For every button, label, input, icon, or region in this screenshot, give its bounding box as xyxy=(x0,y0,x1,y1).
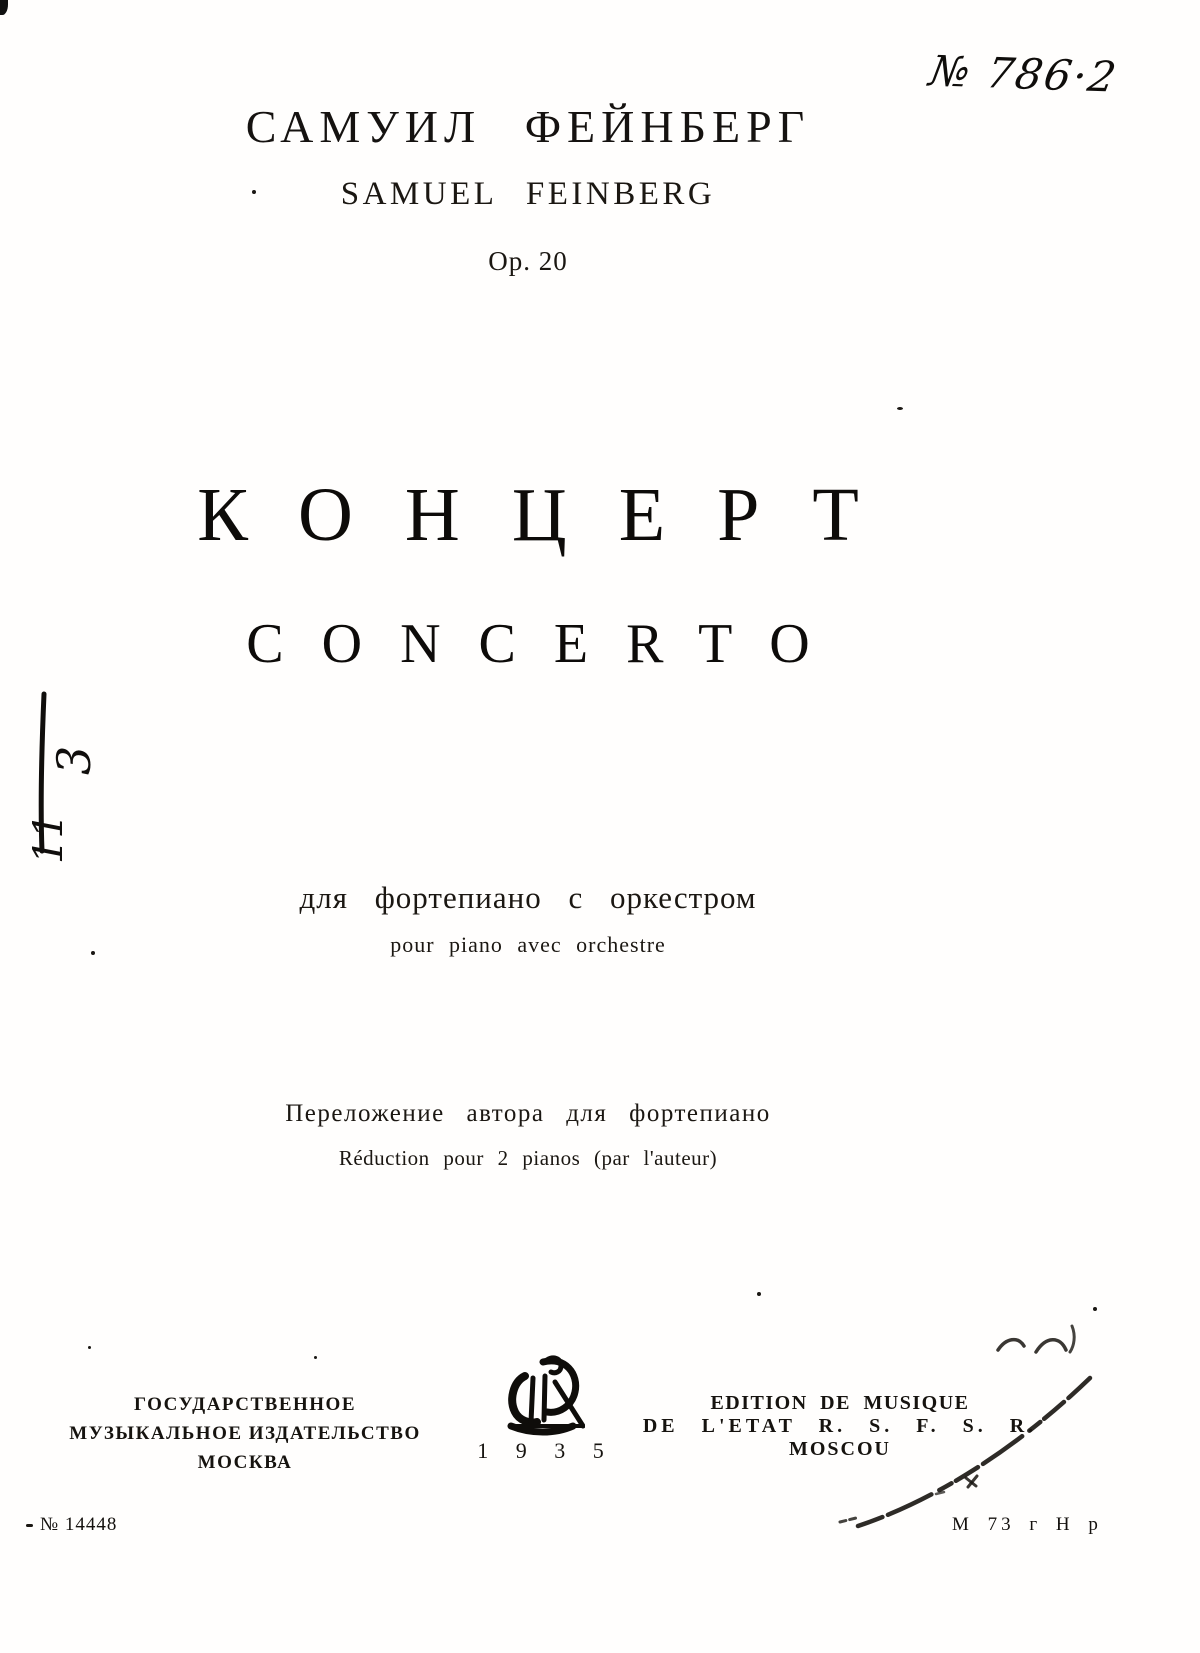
publisher-line: МОСКВА xyxy=(197,1452,293,1473)
margin-shelf-mark xyxy=(26,694,101,864)
publisher-line: ГОСУДАРСТВЕННОЕ xyxy=(134,1394,356,1415)
margin-note-top: 3 xyxy=(47,745,101,775)
publisher-imprint-russian xyxy=(55,1390,435,1477)
publisher-line: DE L'ETAT R. S. F. S. R. xyxy=(642,1415,1038,1437)
composer-name-cyrillic: САМУИЛ ФЕЙНБЕРГ xyxy=(245,101,811,152)
ink-speck xyxy=(897,407,903,410)
plate-number: № 14448 xyxy=(40,1514,118,1535)
ink-speck xyxy=(252,190,256,194)
ink-speck xyxy=(91,951,95,955)
work-title-cyrillic: КОНЦЕРТ xyxy=(197,473,911,557)
handwritten-catalog-number: № 786·2 xyxy=(925,46,1122,102)
composer-name-latin: SAMUEL FEINBERG xyxy=(340,176,716,212)
arrangement-note-cyrillic: Переложение автора для фортепиано xyxy=(285,1100,771,1127)
publisher-imprint-french xyxy=(620,1392,1060,1461)
margin-note-bottom: 11 xyxy=(26,813,72,864)
opus-number: Op. 20 xyxy=(488,246,568,276)
publisher-line: EDITION DE MUSIQUE xyxy=(710,1392,970,1414)
ink-speck xyxy=(757,1292,761,1296)
ink-speck xyxy=(1093,1307,1097,1311)
arrangement-note-french: Réduction pour 2 pianos (par l'auteur) xyxy=(338,1146,718,1170)
publisher-line: MOSCOU xyxy=(789,1438,891,1460)
subtitle-french: pour piano avec orchestre xyxy=(390,932,666,957)
work-title-latin: CONCERTO xyxy=(246,613,848,675)
price-code: М 73 г Н р xyxy=(952,1514,1102,1535)
ink-speck xyxy=(314,1356,317,1359)
scan-edge-blotch xyxy=(0,0,8,15)
publisher-line: МУЗЫКАЛЬНОЕ ИЗДАТЕЛЬСТВО xyxy=(69,1423,421,1444)
ink-speck xyxy=(88,1346,91,1349)
publication-year: 1 9 3 5 xyxy=(477,1438,615,1463)
subtitle-cyrillic: для фортепиано с оркестром xyxy=(299,880,757,915)
publisher-logo-icon xyxy=(503,1352,585,1438)
ink-speck xyxy=(26,1524,33,1527)
